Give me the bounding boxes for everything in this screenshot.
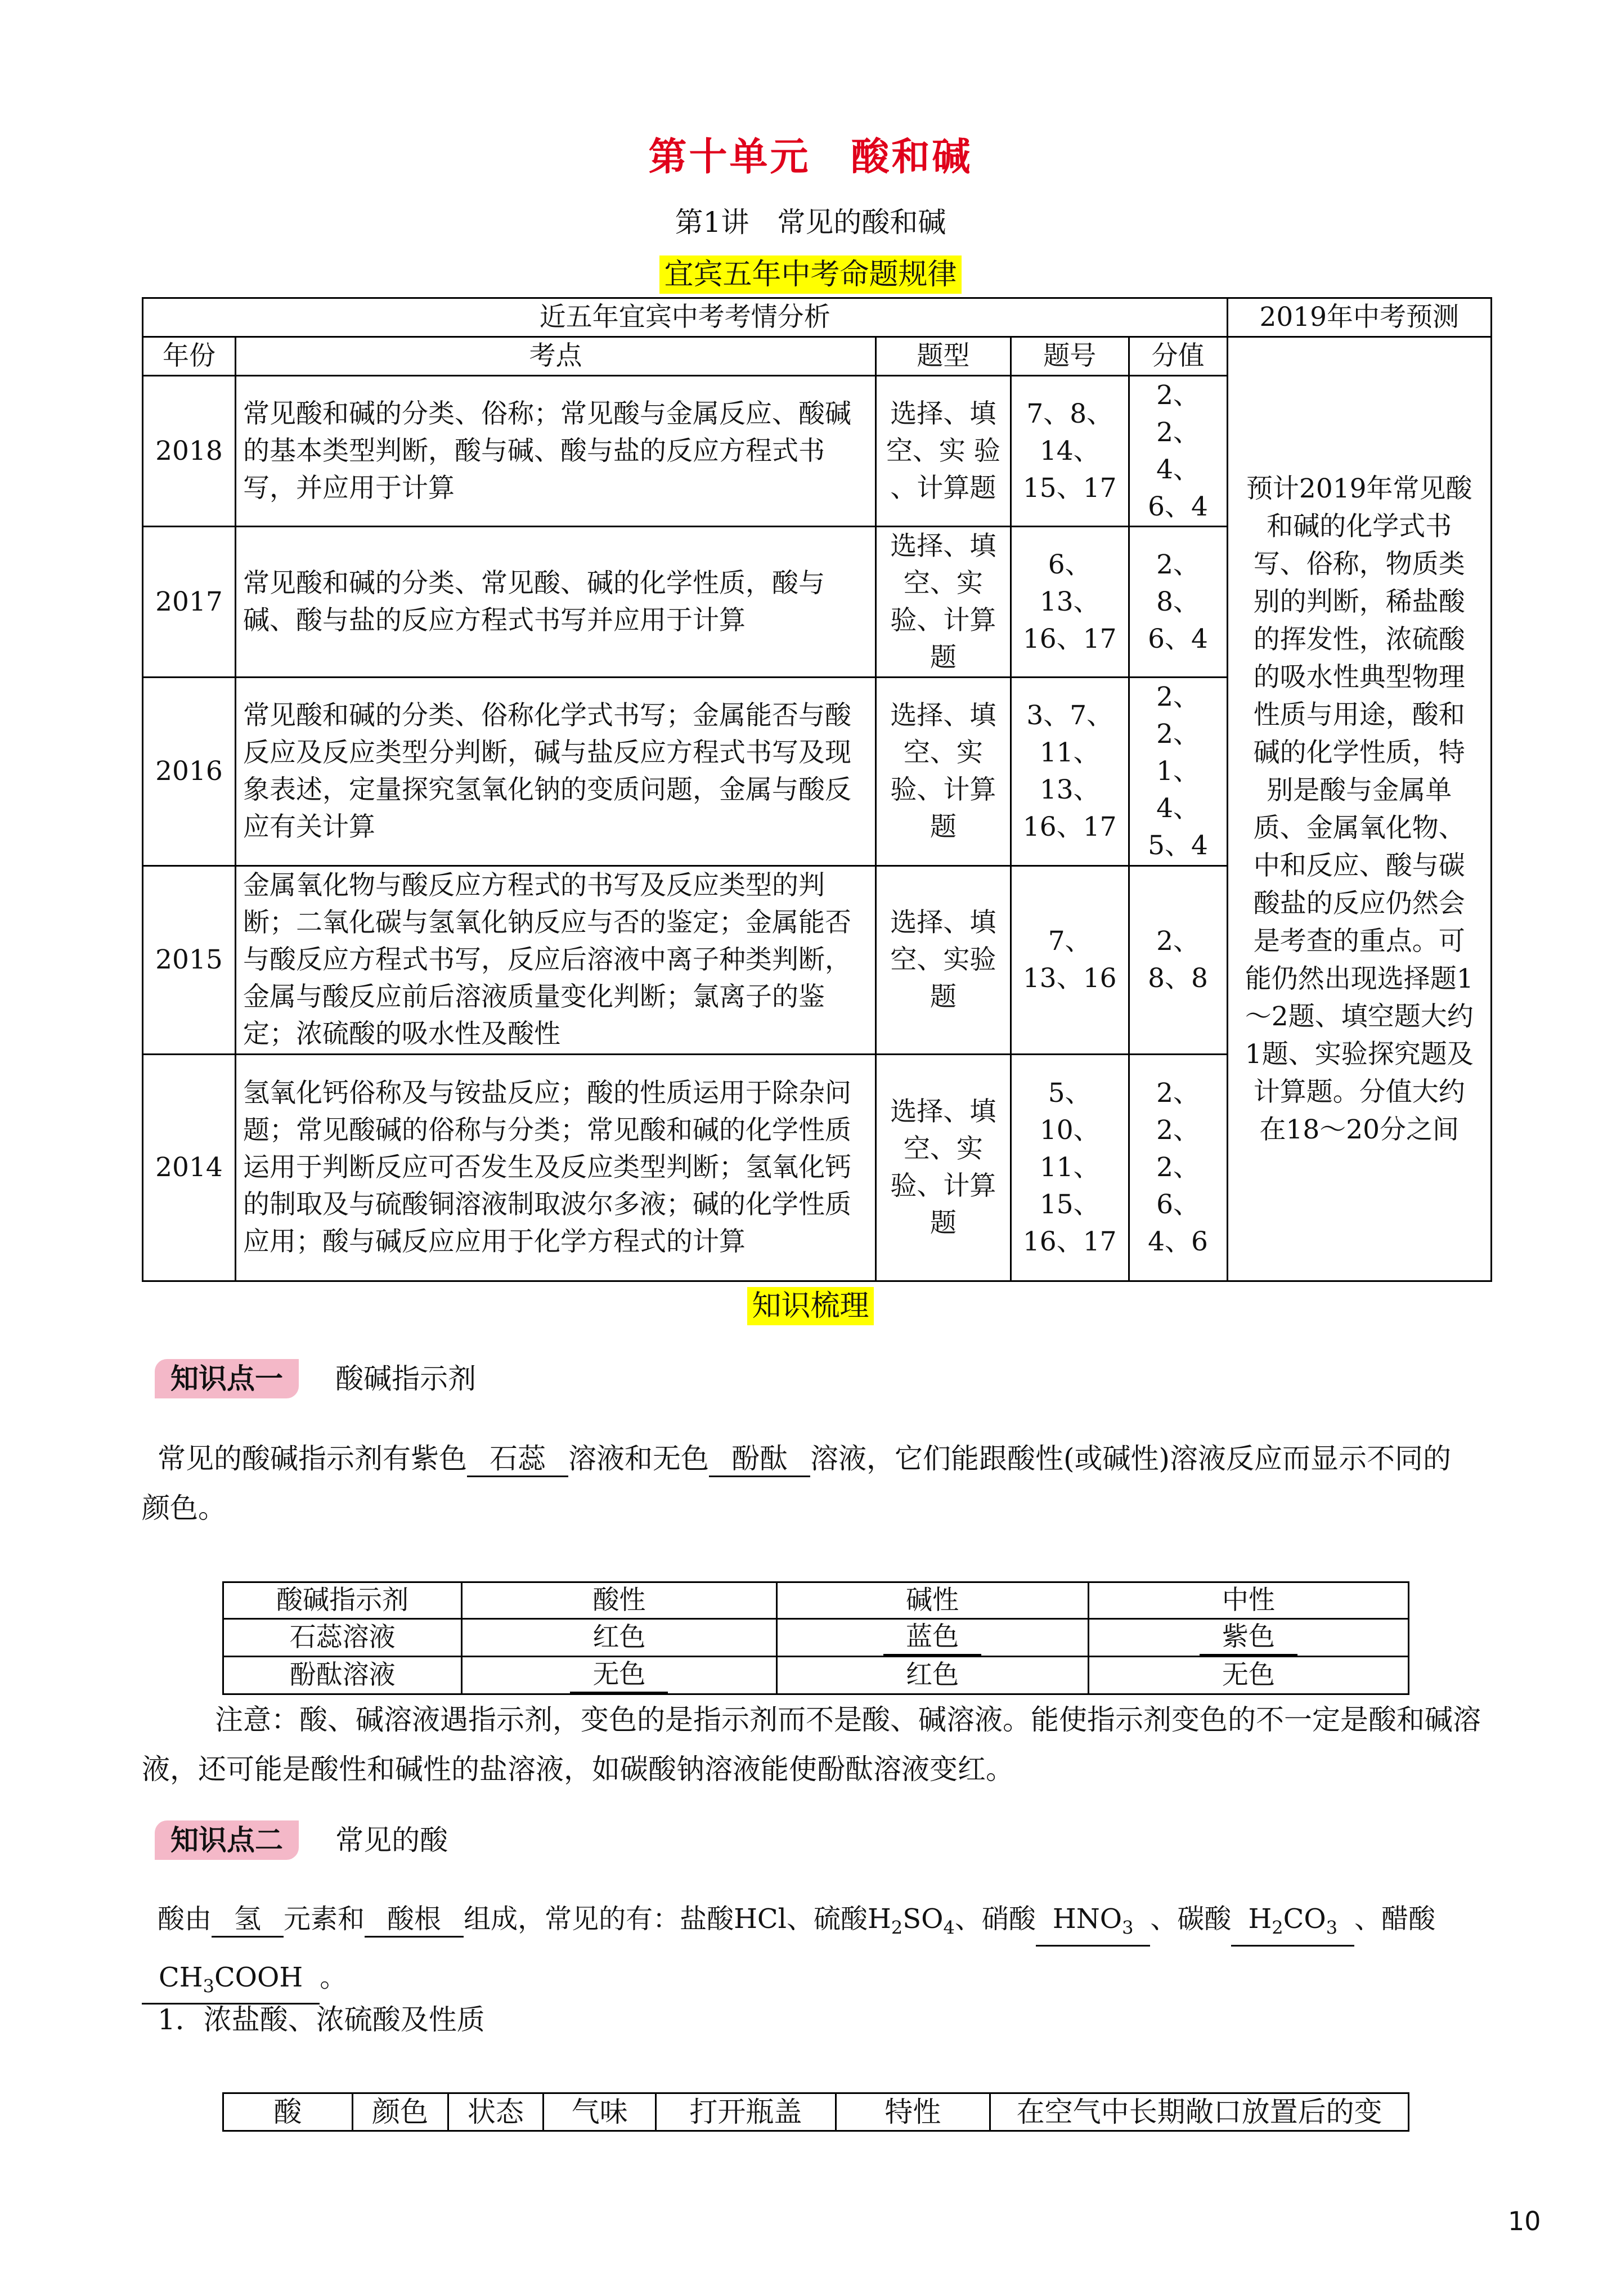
kp2-item1 bbox=[142, 1995, 1492, 2044]
blank-acid-radical: 酸根 bbox=[365, 1902, 464, 1938]
kp1-header bbox=[155, 1356, 476, 1397]
table-row bbox=[223, 1582, 1409, 1619]
sub-2b: 2 bbox=[1272, 1917, 1283, 1939]
sub-3: 3 bbox=[1122, 1917, 1134, 1939]
scores-cell: 2、8、8 bbox=[1129, 866, 1227, 1055]
blank-carbonic-acid bbox=[1231, 1902, 1354, 1947]
col-acid: 酸 bbox=[223, 2093, 353, 2131]
kp2-text-e: 、碳酸 bbox=[1150, 1903, 1232, 1935]
section-heading-text: 宜宾五年中考命题规律 bbox=[659, 255, 961, 294]
year-cell: 2014 bbox=[143, 1055, 236, 1281]
acetic-ch: CH bbox=[159, 1961, 203, 1993]
kp1-note bbox=[142, 1695, 1492, 1794]
points-cell: 常见酸和碱的分类、常见酸、碱的化学性质，酸与碱、酸与盐的反应方程式书写并应用于计算 bbox=[235, 527, 875, 678]
col-open-cap: 打开瓶盖 bbox=[656, 2093, 836, 2131]
unit-title: 第十单元 酸和碱 bbox=[648, 134, 973, 180]
col-header-year: 年份 bbox=[143, 337, 236, 376]
indicator-name: 酚酞溶液 bbox=[223, 1657, 462, 1694]
acid-header: 酸性 bbox=[462, 1582, 776, 1619]
scores-cell: 2、8、6、4 bbox=[1129, 527, 1227, 678]
col-header-nums: 题号 bbox=[1011, 337, 1129, 376]
sub-3b: 3 bbox=[1326, 1917, 1338, 1939]
kp1-badge: 知识点一 bbox=[155, 1359, 299, 1398]
base-header: 碱性 bbox=[776, 1582, 1088, 1619]
kp2-text-b: 元素和 bbox=[284, 1903, 365, 1935]
acid-color: 红色 bbox=[462, 1619, 776, 1657]
col-color: 颜色 bbox=[352, 2093, 448, 2131]
blank-phenol-acid: 无色 bbox=[570, 1658, 668, 1693]
kp1-note-line1: 注意：酸、碱溶液遇指示剂，变色的是指示剂而不是酸、碱溶液。能使指示剂变色的不一定是酸和碱溶 bbox=[215, 1703, 1481, 1736]
type-cell: 选择、填空、实验、计算题 bbox=[876, 1055, 1011, 1281]
blank-phenolphthalein: 酚酞 bbox=[709, 1442, 810, 1477]
blank-litmus-base: 蓝色 bbox=[883, 1620, 981, 1656]
base-color bbox=[776, 1619, 1088, 1657]
kp2-text-g: 。 bbox=[320, 1961, 347, 1993]
col-odor: 气味 bbox=[544, 2093, 656, 2131]
year-cell: 2016 bbox=[143, 678, 236, 866]
type-cell: 选择、填空、实 验 、计算题 bbox=[876, 376, 1011, 527]
type-cell: 选择、填空、实验题 bbox=[876, 866, 1011, 1055]
indicator-table bbox=[222, 1581, 1409, 1695]
col-header-scores: 分值 bbox=[1129, 337, 1227, 376]
acetic-cooh: COOH bbox=[214, 1961, 303, 1993]
kp1-label: 酸碱指示剂 bbox=[335, 1362, 477, 1395]
kp2-header bbox=[155, 1818, 448, 1858]
blank-nitric-acid bbox=[1036, 1902, 1151, 1947]
year-cell: 2017 bbox=[143, 527, 236, 678]
nums-cell: 7、8、14、15、17 bbox=[1011, 376, 1129, 527]
carbonic-co: CO bbox=[1283, 1903, 1326, 1935]
points-cell: 金属氧化物与酸反应方程式的书写及反应类型的判断；二氧化碳与氢氧化钠反应与否的鉴定；金属能否与酸反应方程式书写，反应后溶液中离子种类判断，金属与酸反应前后溶液质量变化判断；氯离子的鉴定；浓硫酸的吸水性及酸性 bbox=[235, 866, 875, 1055]
table-group-header-right: 2019年中考预测 bbox=[1227, 298, 1492, 337]
knowledge-heading-text: 知识梳理 bbox=[747, 1287, 873, 1325]
blank-litmus: 石蕊 bbox=[467, 1442, 568, 1477]
kp2-text-f: 、醋酸 bbox=[1354, 1903, 1436, 1935]
sub-2: 2 bbox=[891, 1917, 903, 1939]
nitric-formula: HNO bbox=[1052, 1903, 1122, 1935]
neutral-color: 无色 bbox=[1088, 1657, 1408, 1694]
scores-cell: 2、2、2、6、4、6 bbox=[1129, 1055, 1227, 1281]
neutral-header: 中性 bbox=[1088, 1582, 1408, 1619]
points-cell: 氢氧化钙俗称及与铵盐反应；酸的性质运用于除杂问题；常见酸碱的俗称与分类；常见酸和碱的化学性质运用于判断反应可否发生及反应类型判断；氢氧化钙的制取及与硫酸铜溶液制取波尔多液；碱的化学性质应用；酸与碱反应应用于化学方程式的计算 bbox=[235, 1055, 875, 1281]
col-state: 状态 bbox=[448, 2093, 544, 2131]
exam-analysis-table bbox=[142, 297, 1492, 1282]
kp1-text-a: 常见的酸碱指示剂有紫色 bbox=[158, 1442, 467, 1475]
kp2-text-a: 酸由 bbox=[158, 1903, 212, 1935]
sub-4: 4 bbox=[943, 1917, 955, 1939]
acid-property-table bbox=[222, 2092, 1409, 2132]
table-row bbox=[223, 1657, 1409, 1694]
kp2-text-d: 、硝酸 bbox=[954, 1903, 1036, 1935]
table-row bbox=[223, 1619, 1409, 1657]
type-cell: 选择、填空、实验、计算题 bbox=[876, 678, 1011, 866]
neutral-color bbox=[1088, 1619, 1408, 1657]
kp2-text-c: 组成，常见的有：盐酸HCl、硫酸H bbox=[464, 1903, 891, 1935]
scores-cell: 2、2、4、6、4 bbox=[1129, 376, 1227, 527]
blank-litmus-neutral: 紫色 bbox=[1200, 1620, 1297, 1656]
kp2-paragraph bbox=[142, 1894, 1492, 2004]
lesson-subtitle: 第1讲 常见的酸和碱 bbox=[675, 206, 946, 239]
year-cell: 2015 bbox=[143, 866, 236, 1055]
kp1-text-d: 颜色。 bbox=[142, 1492, 226, 1524]
points-cell: 常见酸和碱的分类、俗称；常见酸与金属反应、酸碱的基本类型判断，酸与碱、酸与盐的反应方程式书写，并应用于计算 bbox=[235, 376, 875, 527]
prediction-cell: 预计2019年常见酸和碱的化学式书写、俗称，物质类别的判断，稀盐酸的挥发性，浓硫酸的吸水性典型物理性质与用途，酸和碱的化学性质，特别是酸与金属单质、金属氧化物、中和反应、酸与碳酸盐的反应仍然会是考查的重点。可能仍然出现选择题1～2题、填空题大约1题、实验探究题及计算题。分值大约在18～20分之间 bbox=[1227, 337, 1492, 1281]
nums-cell: 3、7、11、13、16、17 bbox=[1011, 678, 1129, 866]
kp1-note-line2: 液，还可能是酸性和碱性的盐溶液，如碳酸钠溶液能使酚酞溶液变红。 bbox=[142, 1753, 1014, 1786]
nums-cell: 6、13、16、17 bbox=[1011, 527, 1129, 678]
scores-cell: 2、2、1、4、5、4 bbox=[1129, 678, 1227, 866]
points-cell: 常见酸和碱的分类、俗称化学式书写；金属能否与酸反应及反应类型分判断，碱与盐反应方程式书写及现象表述，定量探究氢氧化钠的变质问题，金属与酸反应有关计算 bbox=[235, 678, 875, 866]
table-row bbox=[223, 2093, 1409, 2131]
kp2-label: 常见的酸 bbox=[335, 1824, 448, 1856]
year-cell: 2018 bbox=[143, 376, 236, 527]
col-change: 在空气中长期敞口放置后的变 bbox=[990, 2093, 1409, 2131]
kp1-paragraph bbox=[142, 1434, 1492, 1533]
kp1-text-b: 溶液和无色 bbox=[568, 1442, 709, 1475]
base-color: 红色 bbox=[776, 1657, 1088, 1694]
table-group-header-left: 近五年宜宾中考考情分析 bbox=[143, 298, 1228, 337]
acid-color bbox=[462, 1657, 776, 1694]
blank-hydrogen: 氢 bbox=[212, 1902, 284, 1938]
col-header-points: 考点 bbox=[235, 337, 875, 376]
kp2-item1-text: 1．浓盐酸、浓硫酸及性质 bbox=[158, 2003, 485, 2036]
indicator-header: 酸碱指示剂 bbox=[223, 1582, 462, 1619]
indicator-name: 石蕊溶液 bbox=[223, 1619, 462, 1657]
col-property: 特性 bbox=[836, 2093, 990, 2131]
page-number: 10 bbox=[1508, 2206, 1541, 2236]
kp2-badge: 知识点二 bbox=[155, 1820, 299, 1860]
nums-cell: 5、10、11、15、16、17 bbox=[1011, 1055, 1129, 1281]
sub-3c: 3 bbox=[203, 1975, 214, 1997]
so-text: SO bbox=[902, 1903, 944, 1935]
carbonic-h: H bbox=[1248, 1903, 1272, 1935]
kp1-text-c: 溶液，它们能跟酸性(或碱性)溶液反应而显示不同的 bbox=[810, 1442, 1452, 1475]
nums-cell: 7、13、16 bbox=[1011, 866, 1129, 1055]
knowledge-heading bbox=[0, 1282, 1621, 1324]
type-cell: 选择、填空、实验、计算题 bbox=[876, 527, 1011, 678]
section-heading bbox=[0, 250, 1621, 293]
col-header-type: 题型 bbox=[876, 337, 1011, 376]
